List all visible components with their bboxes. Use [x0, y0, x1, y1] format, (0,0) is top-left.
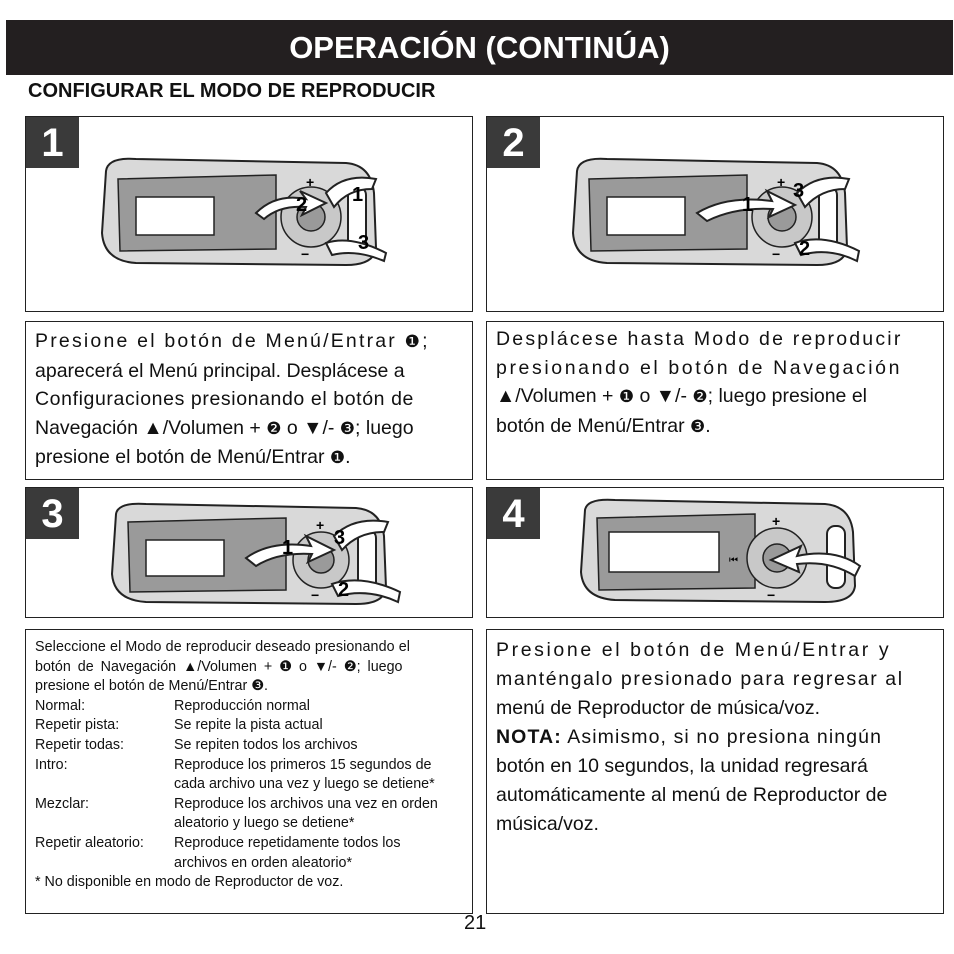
page-title-banner — [6, 20, 953, 75]
step-marker: 3 — [358, 232, 370, 254]
step-1-panel — [25, 116, 473, 312]
step-marker: 2 — [296, 194, 308, 216]
bullet-2-icon: ❷ — [692, 387, 708, 406]
step-3-device-illustration — [106, 500, 406, 612]
mode-row-repeat-all: Repetir todas: Se repiten todos los archivos — [35, 736, 358, 753]
bullet-1-icon: ❶ — [404, 332, 423, 351]
mode-row-repeat-shuffle: Repetir aleatorio: Reproduce repetidamente todos los archivos en orden aleatorio* — [35, 834, 401, 871]
step-4-panel — [486, 487, 944, 618]
volume-plus-label: + — [777, 174, 786, 190]
page-number: 21 — [464, 912, 487, 934]
step-marker: 1 — [742, 194, 754, 216]
bullet-3-icon: ❸ — [690, 416, 706, 436]
mode-row-repeat-track: Repetir pista: Se repite la pista actual — [35, 717, 323, 734]
step-3-instructions-panel — [25, 629, 473, 914]
note-label: NOTA: — [496, 726, 562, 748]
section-title: CONFIGURAR EL MODO DE REPRODUCIR — [28, 80, 436, 102]
step-2-instructions: Desplácese hasta Modo de reproducir presionando el botón de Navegación ▲/Volumen + ❶ o ▼/- ❷; luego presione el botón de Menú/Entrar ❸. — [496, 328, 903, 437]
step-2-instructions-panel — [486, 321, 944, 480]
step-marker: 3 — [793, 180, 805, 202]
step-4-instructions: Presione el botón de Menú/Entrar y manténgalo presionado para regresar al menú de Reproductor de música/voz. NOTA: Asimismo, si no presiona ningún botón en 10 segundos, la unidad regresará automáticamente al menú de Reproductor de música/voz. — [496, 639, 904, 835]
previous-track-icon: ⏮ — [729, 555, 738, 566]
step-2-device-illustration — [567, 153, 867, 273]
bullet-1-icon: ❶ — [329, 448, 346, 467]
volume-minus-label: − — [301, 246, 310, 262]
step-1-number: 1 — [26, 117, 79, 168]
footnote: * No disponible en modo de Reproductor de voz. — [35, 874, 344, 891]
step-2-panel — [486, 116, 944, 312]
step-3-panel — [25, 487, 473, 618]
mode-row-intro: Intro: Reproduce los primeros 15 segundos de cada archivo una vez y luego se detiene* — [35, 756, 435, 793]
step-4-number: 4 — [487, 488, 540, 539]
step-1-instructions-panel — [25, 321, 473, 480]
volume-minus-label: − — [767, 587, 776, 603]
bullet-2-icon: ❷ — [343, 658, 357, 675]
volume-minus-label: − — [772, 246, 781, 262]
step-4-device-illustration — [575, 496, 875, 611]
step-1-instructions: Presione el botón de Menú/Entrar ❶; aparecerá el Menú principal. Desplácese a Configuraciones presionando el botón de Navegación ▲/Volumen + ❷ o ▼/- ❸; luego presione el botón de Menú/Entrar ❶. — [35, 330, 430, 468]
bullet-3-icon: ❸ — [251, 678, 265, 695]
step-2-number: 2 — [487, 117, 540, 168]
bullet-3-icon: ❸ — [339, 418, 356, 438]
volume-plus-label: + — [316, 517, 325, 533]
step-3-number: 3 — [26, 488, 79, 539]
volume-plus-label: + — [772, 513, 781, 529]
volume-minus-label: − — [311, 587, 320, 603]
bullet-2-icon: ❷ — [266, 418, 282, 438]
step-1-device-illustration — [96, 153, 396, 273]
step-marker: 3 — [334, 527, 346, 549]
mode-row-normal: Normal: Reproducción normal — [35, 697, 310, 714]
step-marker: 1 — [352, 184, 364, 206]
step-marker: 2 — [338, 579, 350, 601]
mode-row-shuffle: Mezclar: Reproduce los archivos una vez en orden aleatorio y luego se detiene* — [35, 795, 438, 832]
page-title: OPERACIÓN (CONTINÚA) — [289, 30, 670, 65]
step-3-instructions: Seleccione el Modo de reproducir deseado presionando el botón de Navegación ▲/Volumen + ❶ o ▼/- ❷; luego presione el botón de Menú/Entrar ❸. Normal: Reproducción normal Repetir pista: Se repite la pista actual Repetir todas: Se repiten todos los archivos Intro: Reproduce los primeros 15 segundos de cada archivo una vez y luego se detiene* Mezclar: Reproduce los archivos una vez en orden aleatorio y luego se detiene* Repetir aleatorio: Reproduce repetidamente todos los archivos en orden aleatorio* * No disponible en modo de Reproductor de voz. — [35, 638, 465, 893]
step-marker: 2 — [799, 238, 811, 260]
step-marker: 1 — [282, 537, 294, 559]
step-4-instructions-panel — [486, 629, 944, 914]
volume-plus-label: + — [306, 174, 315, 190]
bullet-1-icon: ❶ — [618, 387, 635, 406]
bullet-1-icon: ❶ — [279, 658, 292, 675]
